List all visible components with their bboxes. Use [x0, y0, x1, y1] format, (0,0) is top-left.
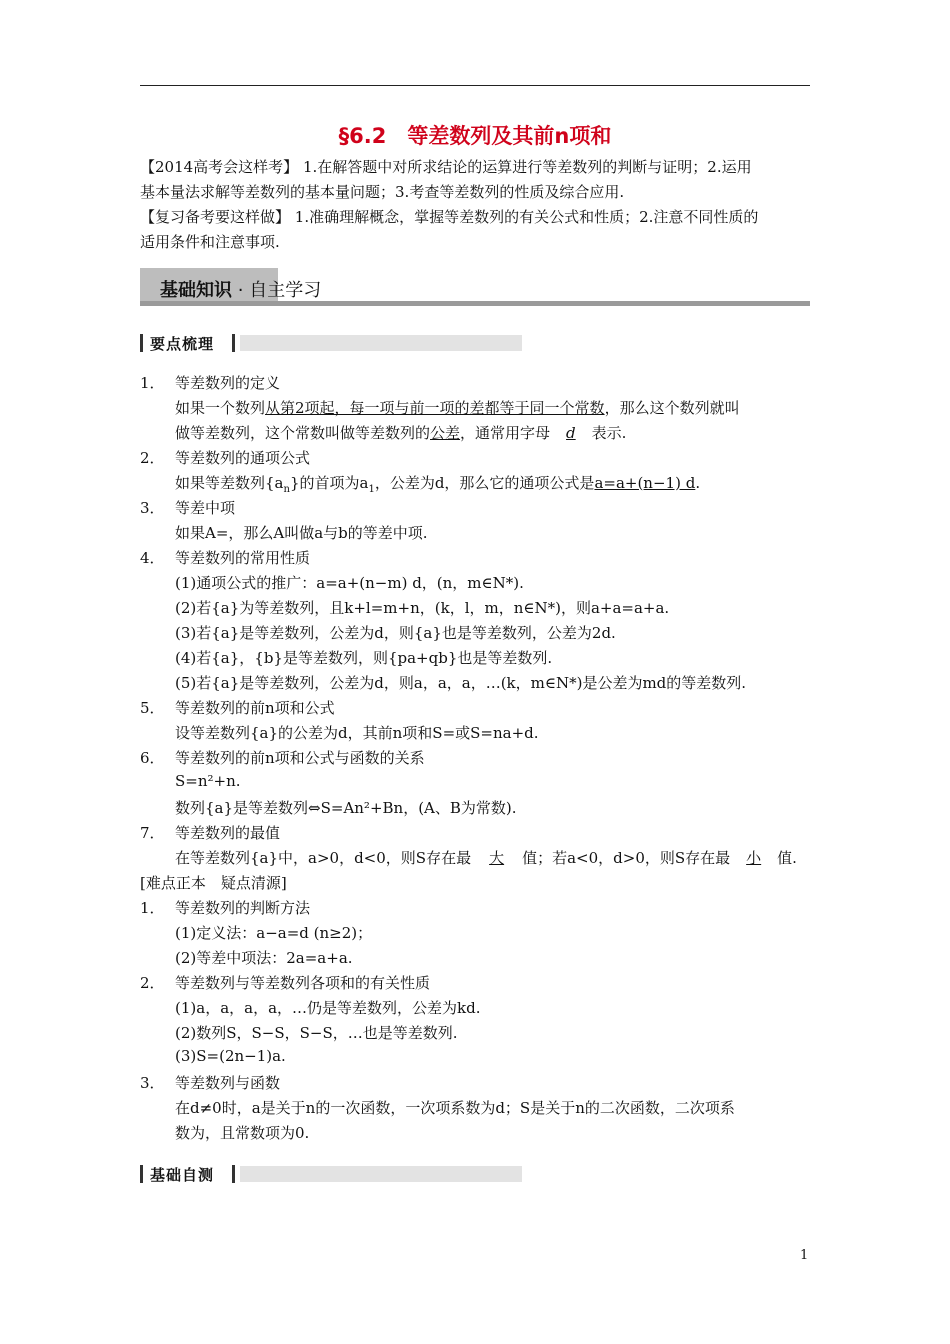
banner-bold: 基础知识 [160, 280, 232, 301]
intro-text-2: 1.准确理解概念，掌握等差数列的有关公式和性质；2.注意不同性质的 [294, 208, 759, 226]
text: 值. [777, 849, 797, 867]
subsection-heading: [难点正本 疑点清源] [140, 874, 287, 892]
item-number: 6． [140, 749, 165, 767]
item-line [175, 422, 626, 443]
section-label: 要点梳理 [150, 335, 215, 353]
intro-text-2b: 适用条件和注意事项. [140, 233, 280, 251]
text: 如果等差数列{a [175, 474, 284, 492]
item-line: (3)S=(2n−1)a. [175, 1047, 286, 1065]
text-underlined [550, 424, 592, 442]
item-line: 数为，且常数项为0. [175, 1124, 310, 1142]
text: 值；若a<0，d>0，则S存在最 [522, 849, 731, 867]
text: }的首项为a [289, 474, 369, 492]
banner-rest: 自主学习 [249, 280, 322, 301]
item-line: 设等差数列{a}的公差为d，其前n项和S=或S=na+d. [175, 724, 539, 742]
text-underlined: 小 [746, 849, 762, 867]
item-line: (3)若{a}是等差数列，公差为d，则{a}也是等差数列，公差为2d. [175, 624, 616, 642]
item-line: (2)等差中项法：2a=a+a. [175, 949, 353, 967]
item-line: (1)定义法：a−a=d (n≥2)； [175, 924, 373, 942]
section-bar-left [140, 1165, 143, 1183]
text: 表示. [591, 424, 627, 442]
page-title: §6.2 等差数列及其前n项和 [338, 124, 612, 148]
item-heading: 等差数列与等差数列各项和的有关性质 [175, 974, 431, 992]
text: d [566, 424, 576, 442]
item-line: S=n²+n. [175, 772, 241, 790]
item-number: 3． [140, 499, 165, 517]
item-number: 2． [140, 449, 165, 467]
item-heading: 等差数列的常用性质 [175, 549, 311, 567]
item-line: (2)若{a}为等差数列，且k+l=m+n，(k，l，m，n∈N*)，则a+a=a+a. [175, 599, 670, 617]
intro-block [140, 155, 812, 255]
item-number: 5． [140, 699, 165, 717]
item-line: (1)通项公式的推广：a=a+(n−m) d，(n，m∈N*). [175, 574, 524, 592]
item-line: (5)若{a}是等差数列，公差为d，则a，a，a，…(k，m∈N*)是公差为md的等差数列. [175, 674, 747, 692]
item-line: (1)a，a，a，a，…仍是等差数列，公差为kd. [175, 999, 481, 1017]
item-line: 如果A=，那么A叫做a与b的等差中项. [175, 524, 428, 542]
section-banner [140, 268, 810, 306]
banner-sep: · [237, 280, 244, 301]
page-number: 1 [800, 1248, 809, 1263]
item-line: (2)数列S，S−S，S−S，…也是等差数列. [175, 1024, 458, 1042]
item-line [175, 847, 797, 868]
item-line [175, 397, 740, 418]
item-number: 2． [140, 974, 165, 992]
item-heading: 等差数列的判断方法 [175, 899, 311, 917]
item-line: (4)若{a}，{b}是等差数列，则{pa+qb}也是等差数列. [175, 649, 553, 667]
intro-text-1b: 基本量法求解等差数列的基本量问题；3.考查等差数列的性质及综合应用. [140, 183, 625, 201]
item-line: 如果等差数列$\{a_n\}$的首项为$a_1$，公差为d，那么它的通项公式是a=a+(n−1) d. [175, 474, 701, 495]
item-heading: 等差中项 [175, 499, 236, 517]
item-heading: 等差数列的前n项和公式与函数的关系 [175, 749, 425, 767]
section-bar-right [232, 334, 235, 352]
text: ，公差为d，那么它的通项公式是 [374, 474, 595, 492]
item-number: 1． [140, 374, 165, 392]
item-number: 4． [140, 549, 165, 567]
section-fill [240, 335, 522, 351]
text-underlined: 从第2项起，每一项与前一项的差都等于同一个常数 [265, 399, 605, 417]
text: ，通常用字母 [460, 424, 551, 442]
text: ，那么这个数列就叫 [604, 399, 740, 417]
text-underlined: 大 [489, 849, 505, 867]
intro-label-1: 【2014高考会这样考】 [140, 158, 299, 176]
intro-text-1: 1.在解答题中对所求结论的运算进行等差数列的判断与证明；2.运用 [302, 158, 752, 176]
item-number: 1． [140, 899, 165, 917]
item-heading: 等差数列的前n项和公式 [175, 699, 335, 717]
section-label: 基础自测 [150, 1166, 215, 1184]
item-heading: 等差数列的通项公式 [175, 449, 311, 467]
item-heading: 等差数列与函数 [175, 1074, 281, 1092]
item-number: 3． [140, 1074, 165, 1092]
text: 如果一个数列 [175, 399, 266, 417]
top-rule [140, 85, 810, 86]
text-underlined: a=a+(n−1) d [594, 474, 696, 492]
intro-label-2: 【复习备考要这样做】 [140, 208, 291, 226]
banner-text [160, 276, 321, 302]
item-line: 数列{a}是等差数列⇔S=An²+Bn，(A、B为常数). [175, 799, 517, 817]
item-line: 在d≠0时，a是关于n的一次函数，一次项系数为d；S是关于n的二次函数，二次项系 [175, 1099, 735, 1117]
section-bar-left [140, 334, 143, 352]
section-fill [240, 1166, 522, 1182]
text: 在等差数列{a}中，a>0，d<0，则S存在最 [175, 849, 472, 867]
text: 做等差数列，这个常数叫做等差数列的 [175, 424, 431, 442]
item-number: 7． [140, 824, 165, 842]
section-bar-right [232, 1165, 235, 1183]
item-heading: 等差数列的最值 [175, 824, 281, 842]
section-header-key-points [140, 334, 522, 352]
section-header-self-test [140, 1165, 522, 1183]
item-heading: 等差数列的定义 [175, 374, 281, 392]
text-underlined: 公差 [430, 424, 461, 442]
